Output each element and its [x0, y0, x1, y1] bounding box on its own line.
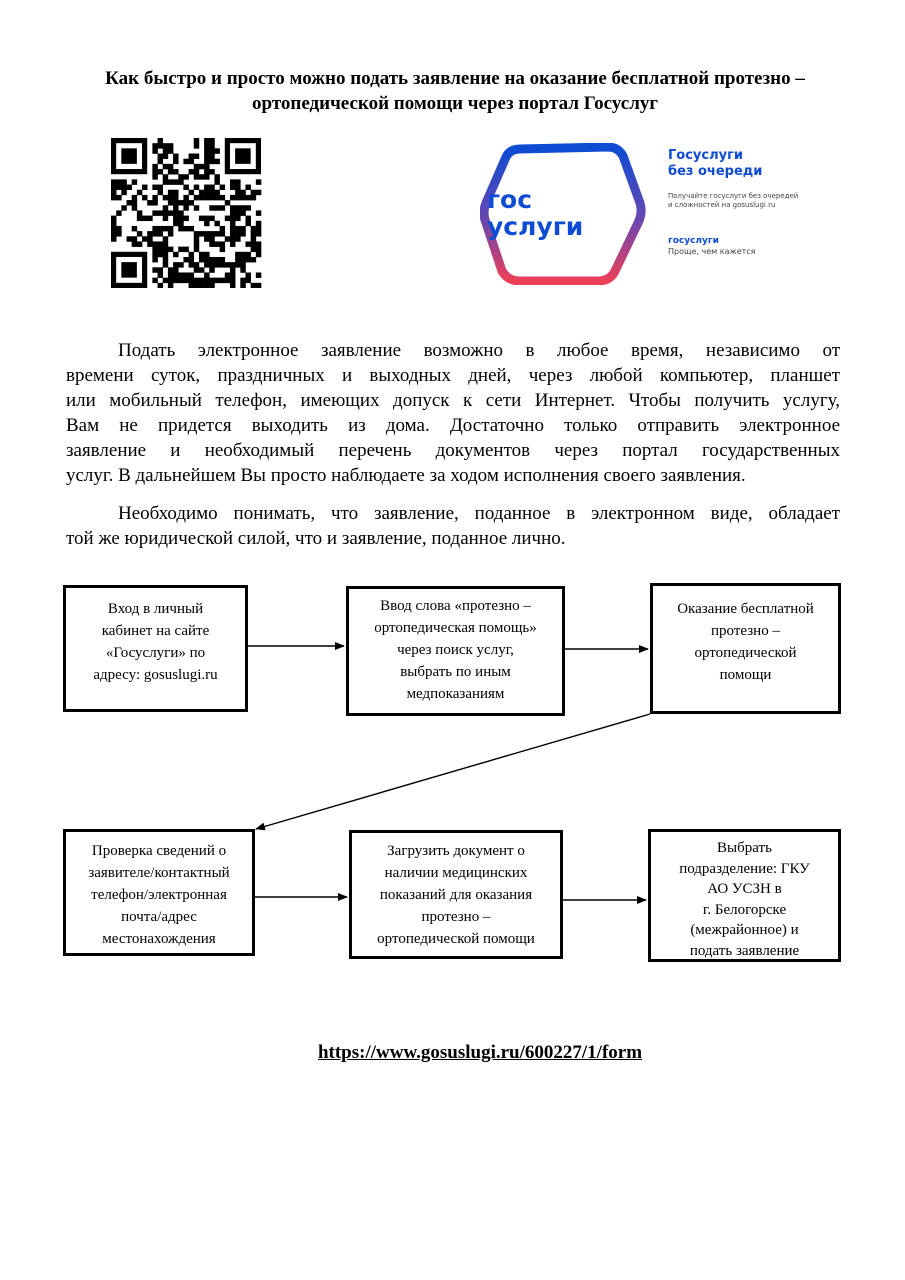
title-line-1: Как быстро и просто можно подать заявление на оказание бесплатной протезно – [105, 68, 805, 89]
ad-subtext-line-2: и сложностей на gosuslugi.ru [668, 201, 776, 209]
paragraph-line: Вам не придется выходить из дома. Достаточно только отправить электронное [66, 415, 840, 436]
step-text: через поиск услуг, [397, 642, 514, 658]
step-text: протезно – [421, 909, 491, 925]
paragraph-legal-force [66, 501, 840, 551]
paragraph-line: той же юридической силой, что и заявление, поданное лично. [66, 528, 566, 549]
step-text: показаний для оказания [379, 887, 533, 903]
step-text: Оказание бесплатной [677, 601, 814, 617]
step-text: подать заявление [689, 942, 800, 959]
step-text: выбрать по иным [400, 664, 511, 680]
step-text: Загрузить документ о [387, 843, 525, 859]
qr-code-image [106, 138, 266, 288]
title-line-2: ортопедической помощи через портал Госуслуг [252, 93, 658, 114]
step-text: ортопедическая помощь» [374, 620, 537, 636]
step-text: почта/адрес [121, 909, 197, 925]
paragraph-line: Подать электронное заявление возможно в любое время, независимо от [118, 340, 840, 361]
step-text: медпоказаниям [406, 686, 505, 702]
step-text: подразделение: ГКУ [679, 860, 810, 877]
ad-brand: госуслуги [668, 236, 719, 246]
step-4-verify-box [63, 829, 255, 956]
paragraph-line: заявление и необходимый перечень документов через портал государственных [66, 440, 840, 461]
step-text: Проверка сведений о [91, 843, 227, 859]
step-text: Ввод слова «протезно – [380, 598, 531, 614]
ad-subtext [668, 192, 798, 210]
document-title [50, 66, 860, 116]
step-text: кабинет на сайте [101, 623, 210, 639]
paragraph-line: Необходимо понимать, что заявление, поданное в электронном виде, обладает [118, 503, 840, 524]
step-text: заявителе/контактный [88, 865, 230, 881]
paragraph-line: или мобильный телефон, имеющих допуск к сети Интернет. Чтобы получить услугу, [66, 390, 840, 411]
logo-text-gos: гос [487, 185, 533, 214]
step-text: (межрайонное) и [690, 922, 799, 938]
ad-heading [668, 148, 762, 180]
step-1-login-box [63, 585, 248, 712]
step-text: «Госуслуги» по [105, 645, 206, 661]
paragraph-line: времени суток, праздничных и выходных дней, через любой компьютер, планшет [66, 365, 840, 386]
step-text: ортопедической [694, 645, 797, 661]
step-text: протезно – [711, 623, 780, 639]
step-6-submit-box [648, 829, 841, 962]
ad-slogan: Проще, чем кажется [668, 247, 756, 256]
step-text: Вход в личный [107, 601, 204, 617]
step-2-search-box [346, 586, 565, 716]
step-text: телефон/электронная [91, 887, 227, 903]
ad-heading-line-1: Госуслуги [668, 148, 743, 163]
ad-subtext-line-1: Получайте госуслуги без очередей [668, 192, 799, 200]
step-text: г. Белогорске [702, 901, 787, 918]
step-text: ортопедической помощи [377, 931, 535, 947]
step-text: АО УСЗН в [707, 881, 782, 897]
step-text: помощи [719, 667, 772, 683]
form-link[interactable]: https://www.gosuslugi.ru/600227/1/form [317, 1042, 643, 1063]
step-text: Выбрать [717, 840, 772, 856]
paragraph-line: услуг. В дальнейшем Вы просто наблюдаете за ходом исполнения своего заявления. [66, 465, 746, 486]
arrow-step3-to-step4 [256, 714, 650, 829]
paragraph-online-application [66, 338, 840, 488]
step-text: адресу: gosuslugi.ru [93, 667, 218, 683]
logo-text-uslugi: услуги [487, 212, 584, 241]
step-5-upload-box [349, 830, 563, 959]
step-text: наличии медицинских [384, 865, 528, 881]
step-3-service-box [650, 583, 841, 714]
ad-heading-line-2: без очереди [668, 164, 763, 179]
step-text: местонахождения [102, 931, 216, 947]
